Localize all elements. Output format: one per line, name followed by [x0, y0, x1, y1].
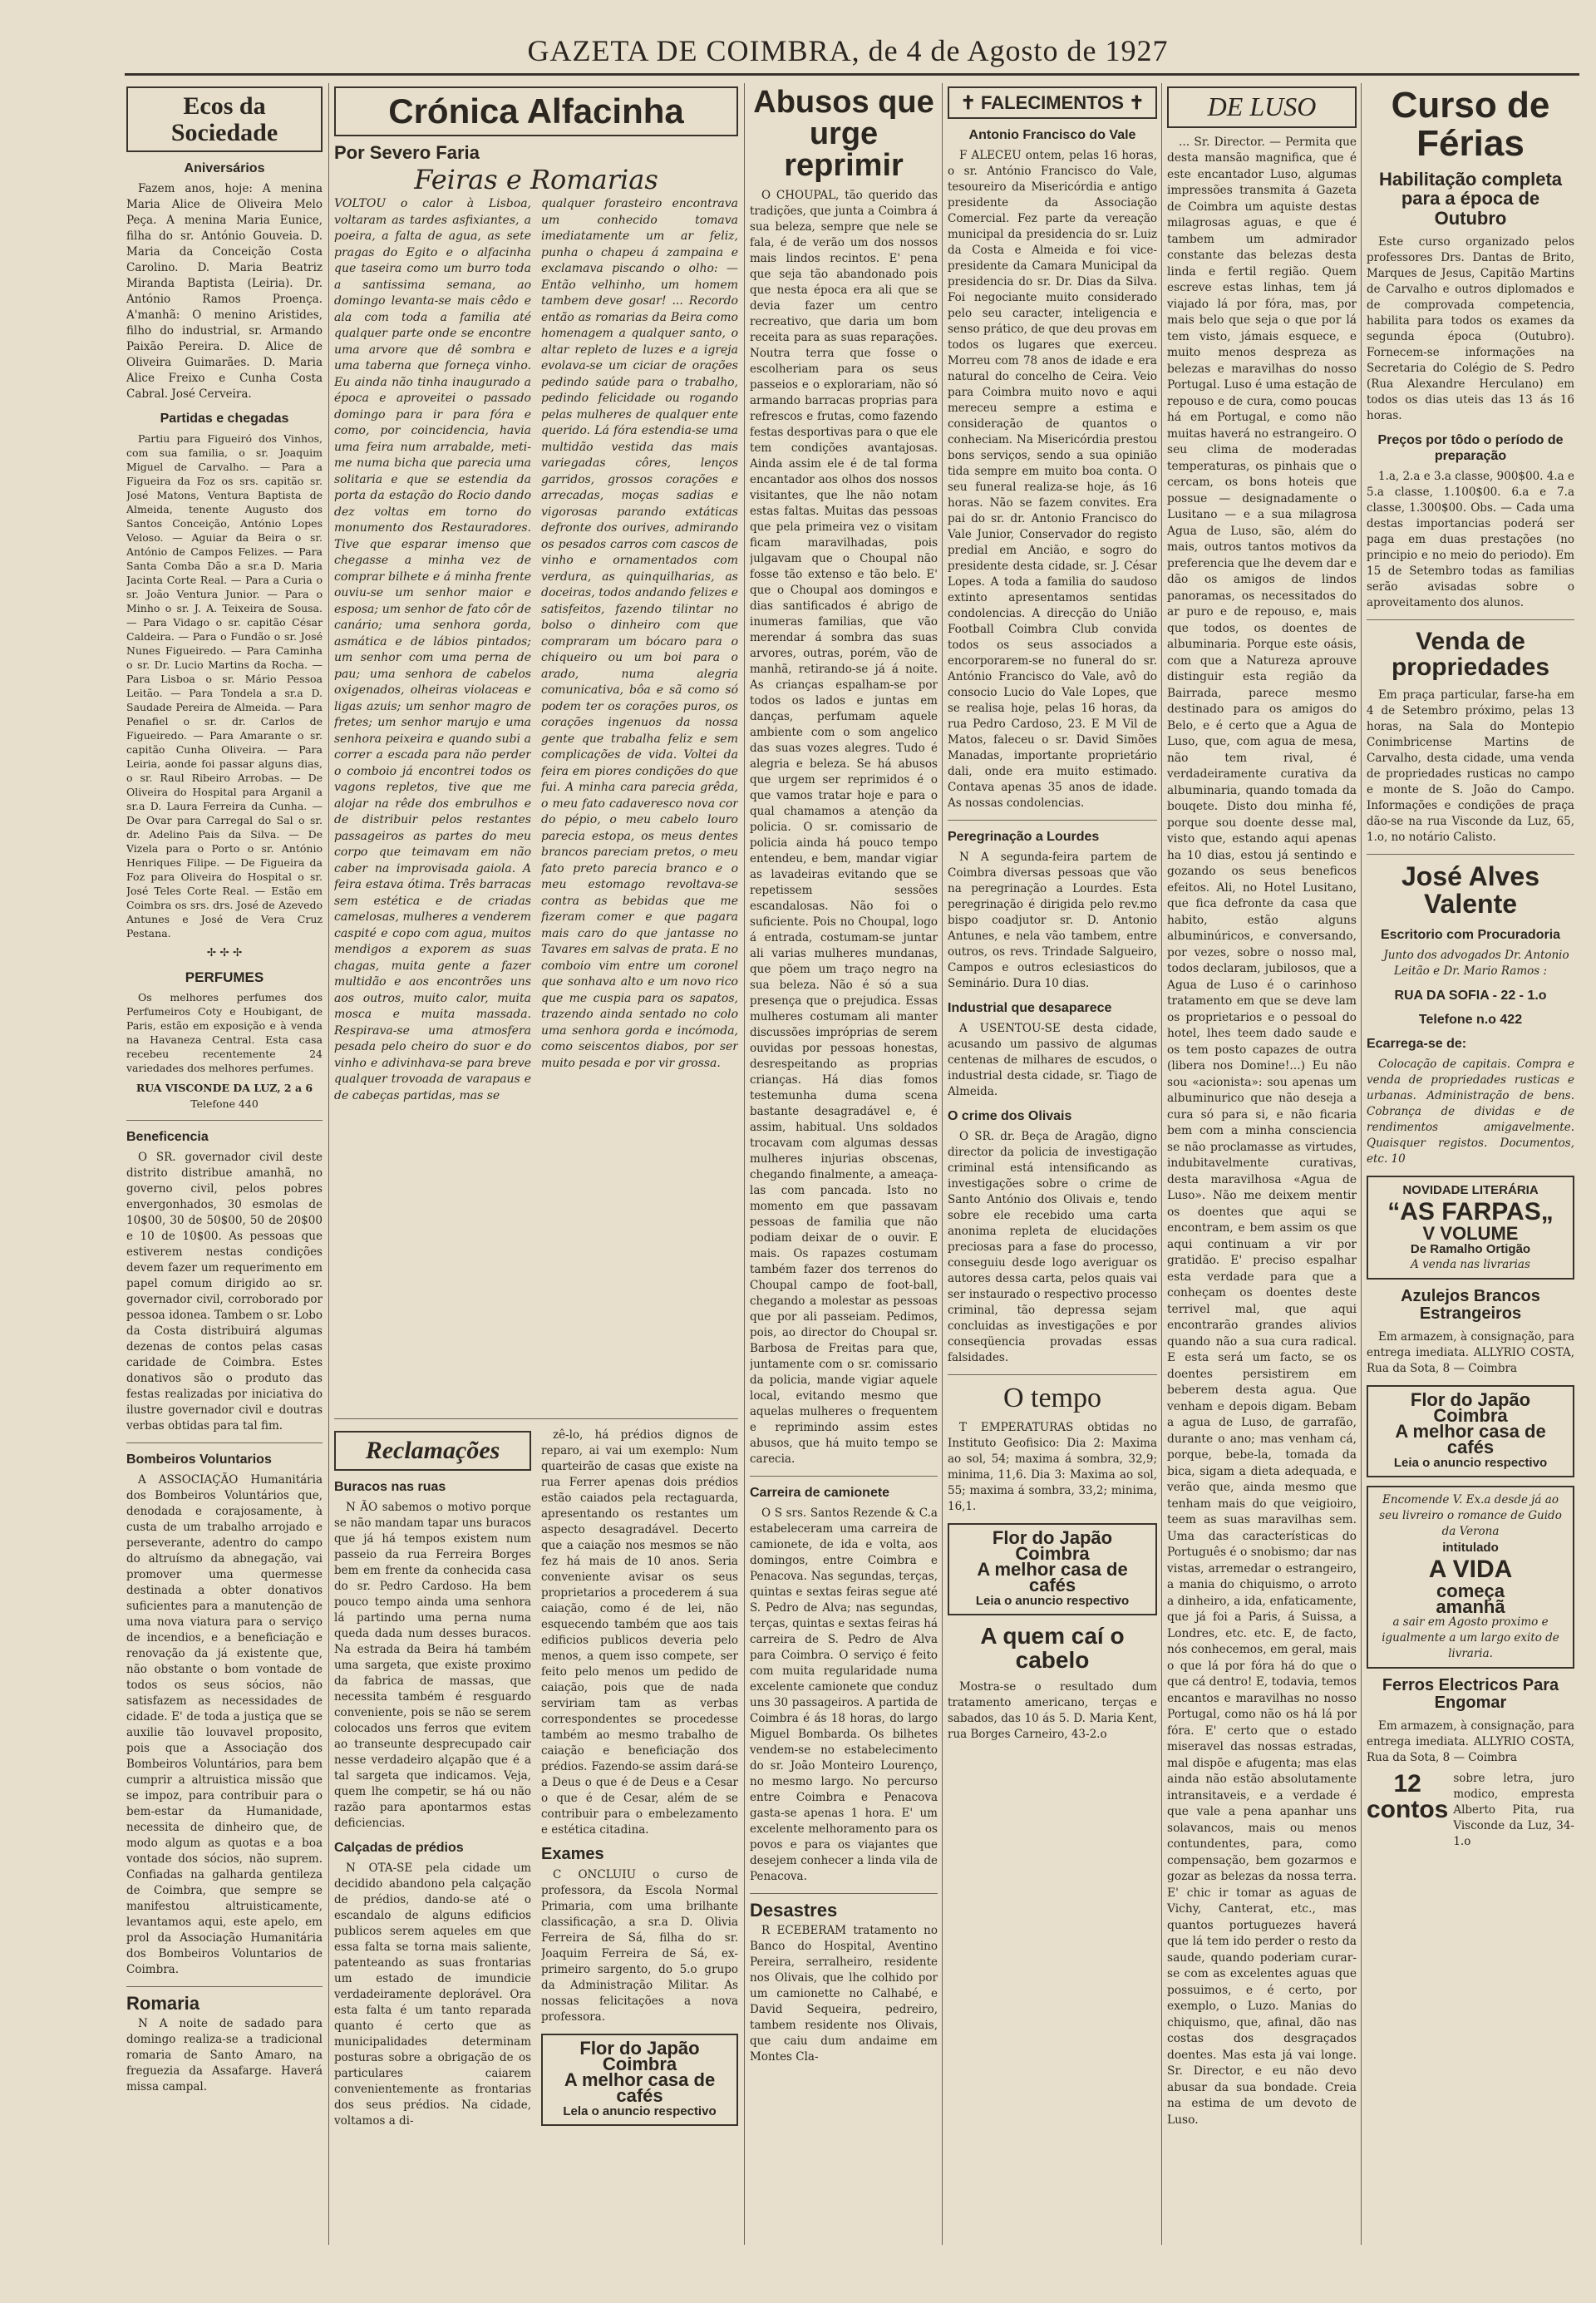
column-rule — [328, 83, 329, 2245]
farpas-author: De Ramalho Ortigão — [1410, 1241, 1531, 1256]
article-body — [334, 196, 738, 1410]
subhead-aniversarios: Aniversários — [184, 161, 265, 175]
masthead-rule — [125, 73, 1579, 76]
farpas-top: NOVIDADE LITERÁRIA — [1402, 1182, 1539, 1197]
subtitle: Feiras e Romarias — [414, 164, 658, 196]
subhead-carreira: Carreira de camionete — [750, 1486, 890, 1500]
beneficencia-text: O SR. governador civil deste distrito distribue amanhã, no governo civil, pelos pobres envergonhados, 30 esmolas de 10$00, 30 de 50$00, 50 de 20$00 e 10 de 10$00. As pessoas que estiverem nestas condições devem fazer um requerimento em papel comum dirigido ao sr. governador civil, corroborado por pessoa idonea. Tambem o sr. Lobo da Costa distribuirá algumas dezenas de contos pelas casas caridade de Coimbra. Estes donativos são o produto das festas realizadas por iniciativa do ilustre governador civil e doutras verbas obtidas para tal fim. — [126, 1151, 323, 1433]
subhead-exames: Exames — [541, 1845, 604, 1864]
column-falecimentos — [948, 83, 1157, 2278]
subhead-partidas: Partidas e chegadas — [160, 412, 289, 426]
contos-title: 12 contos — [1367, 1769, 1449, 1824]
calcadas-text: N OTA-SE pela cidade um decidido abandono pela calçação de prédios, dando-se até o escandalo de alguns edificios publicos serem aqueles em que essa falta se torna mais saliente, patenteando as suas frontarias um estado de imundicie verdadeiramente deplorável. Ora esta falta é um tanto reparada quanto é certo que as municipalidades determinam posturas sobre a obrigação de os particulares caiarem convenientemente as frontarias dos seus prédios. Na cidade, voltamos a di- — [334, 1861, 531, 2128]
ad-a-vida — [1367, 1486, 1574, 1669]
venda-title: Venda de propriedades — [1391, 627, 1550, 682]
perfumes-address: RUA VISCONDE DA LUZ, 2 a 6 — [135, 1082, 313, 1094]
encarrega-head: Ecarrega-se de: — [1367, 1036, 1467, 1051]
column-rule — [1161, 83, 1162, 2245]
contos-ad — [1367, 1771, 1574, 1855]
column-anuncios — [1367, 83, 1574, 2278]
bombeiros-text: A ASSOCIAÇÃO Humanitária dos Bombeiros Voluntários que, denodada e corajosamente, à custa de um trabalho arrojado e perseverante, adentro do campo do altruísmo da abnegação, vai promover uma quermesse destinada a obter donativos suficientes para a manutenção de uma nova viatura para o serviço de incendios, e a beneficiação e renovação da já existente que, não obstante o bom vontade de todos os seus sócios, não satisfazem as necessidades de cidade. E' de toda a justiça que se auxilie tão louvavel proposito, pois que a Associação dos Bombeiros Voluntários, para bem cumprir a altruistica missão que se impoz, para contribuir para o bem-estar da Humanidade, necessita de dinheiro que, de modo algum as quotas e a boa vontade dos sócios, não suprem. Confiadas na galharda gentileza de Coimbra, que sempre se manifestou altruisticamente, levantamos aqui, este apelo, em prol da Associação Humanitária dos Bombeiros Voluntarios de Coimbra. — [126, 1473, 323, 1976]
ad-note: Lela o anuncio respectivo — [563, 2104, 717, 2119]
azulejos-title: Azulejos Brancos Estrangeiros — [1401, 1286, 1540, 1323]
column-ecos-da-sociedade: Ecos da Sociedade Aniversários Fazem anos, hoje: A menina Maria Alice de Oliveira Melo Peça. A menina Maria Eunice, filha do sr. António Gouveia. D. Maria da Conceição Costa Carolino. D. Maria Beatriz Miranda Baptista (Leiria). Dr. António Ramos Proença. A'manhã: O menino Aristides, filho do industrial, sr. Armando Paixão Pereira. D. Alice de Oliveira Guimarães. D. Maria Alice Freixo e Cunha Costa Cabral. José Cerveira. Partidas e chegadas Partiu para Figueiró dos Vinhos, com sua familia, o sr. Joaquim Miguel de Carvalho. — Para a Figueira da Foz os srs. capitão sr. José Matons, Ventura Baptista de Almeida, tenente Augusto dos Santos Conceição, António Lopes Veloso. — Aguiar da Beira o sr. António de Campos Felizes. — Para Santa Comba Dão a sr.a D. Maria Jacinta Corte Real. — Para a Curia o sr. João Ventura Junior. — Para o Minho o sr. J. A. Teixeira de Sousa. — Para Vidago o sr. capitão César Caldeira. — Para o Fundão o sr. José Nunes Figueiredo. — Para Caminha o sr. Dr. Lucio Martins da Rocha. — Para Lisboa o sr. Mário Pessoa Leitão. — Para Tondela a sr.a D. Saudade Pereira de Almeida. — Para Penafiel o sr. dr. Carlos de Figueiredo. — Para Amarante o sr. capitão Cunha Oliveira. — Para Leiria, aonde foi passar alguns dias, o sr. Raul Ribeiro Arrobas. — De Oliveira do Hospital para Arganil a sr.a D. Laura Ferreira da Cunha. — De Ovar para Carregal do Sal o sr. dr. Adelino Pais da Silva. — De Vizela para o Porto o sr. António Henriques Filipe. — De Figueira da Foz para Oliveira do Hospital o sr. José Teles Corte Real. — Estão em Coimbra os srs. drs. José de Azevedo Antunes e José de Vera Cruz Pestana. ✢ ✢ ✢ PERFUMES Os melhores perfumes dos Perfumeiros Coty e Houbigant, de Paris, estão em exposição e à venda na Havaneza Central. Esta casa recebeu recentemente 24 variedades dos melhores perfumes. RUA VISCONDE DA LUZ, 2 a 6 Telefone 440 Beneficencia O SR. governador civil deste distrito distribue amanhã, no governo civil, pelos pobres envergonhados, 30 esmolas de 10$00, 30 de 50$00, 50 de 20$00 e 10 de 10$00. As pessoas que estiverem nestas condições devem fazer um requerimento em papel comum dirigido ao sr. governador civil, corroborado por pessoa idonea. Tambem o sr. Lobo da Costa distribuirá algumas dezenas de contos pelas casas caridade de Coimbra. Estes donativos são o produto das festas realizadas por iniciativa do ilustre governador civil e doutras verbas obtidas para tal fim. Bombeiros Voluntarios A ASSOCIAÇÃO Humanitária dos Bombeiros Voluntários que, denodada e corajosamente, à custa de um trabalho arrojado e perseverante, adentro do campo do altruísmo da abnegação, vai promover uma quermesse destinada a obter donativos suficientes para a manutenção de uma nova viatura para o serviço de incendios, e a beneficiação e renovação da já existente que, não obstante o bom vontade de todos os seus sócios, não satisfazem as necessidades de cidade. E' de toda a justiça que se auxilie tão louvavel proposito, pois que a Associação dos Bombeiros Voluntários, para bem cumprir a altruistica missão que se impoz, para contribuir para o bem-estar da Humanidade, necessita de dinheiro que, de modo algum as quotas e a boa vontade dos sócios, não suprem. Confiadas na galharda gentileza de Coimbra, que sempre se manifestou altruisticamente, levantamos aqui, este apelo, em prol da Associação Humanitária dos Bombeiros Voluntarios de Coimbra. Romaria N A noite de sadado para domingo realiza-se a tradicional romaria de Santo Amaro, na freguezia da Assafarge. Haverá missa campal. — [126, 83, 323, 2278]
valente-address: RUA DA SOFIA - 22 - 1.o — [1394, 988, 1547, 1003]
ad-city: Coimbra — [602, 2054, 677, 2075]
ad-flor-do-japao — [948, 1523, 1157, 1615]
perfumes-text: Os melhores perfumes dos Perfumeiros Coty e Houbigant, de Paris, estão em exposição e à venda na Havaneza Central. Esta casa recebeu recentemente 24 variedades dos melhores perfumes. — [126, 991, 323, 1074]
precos-text: 1.a, 2.a e 3.a classe, 900$00. 4.a e 5.a classe, 1.100$00. 6.a e 7.a classe, 1.300$00. Obs. — Cada uma destas importancias poderá ser paga em duas prestações (no principio e no meio do periodo). Em 15 de Setembro todas as familias serão avisadas sobre o aproveitamento dos alunos. — [1367, 469, 1574, 609]
vida-intro: Encomende V. Ex.a desde já ao seu livreiro o romance de Guido da Verona — [1379, 1492, 1562, 1538]
buracos-text: N ÃO sabemos o motivo porque se não mandam tapar uns buracos que já há tempos existem num passeio da rua Ferreira Borges bem em frente da conhecida casa do sr. Pedro Cardoso. Ha bem pouco tempo ainda uma senhora lá partindo uma perna numa queda dada num desses buracos. Na estrada da Beira há também uma sargeta, que existe proximo da fabrica de massas, que necessita também é resguardo conveniente, pois se não se serem colocados uns ferros que evitem ao transeunte desprecupado cair nesse verdadeiro alçapão que é a tal sargeta que indicamos. Veja, quem lhe competir, se há ou não razão para apontarmos estas deficiencias. — [334, 1500, 531, 1830]
article-left-column: VOLTOU o calor à Lisboa, voltaram as tardes asfixiantes, a poeira, a falta de agua, as sete pragas do Egito e o alfacinha que taseira como um burro toda a santissima semana, ao domingo levanta-se mais cêdo e ala com toda a familia até qualquer parte onde se encontre uma arvore que dê sombra e uma taberna que forneça vinho. Eu ainda não tinha inaugurado a época e aproveitei o passado domingo para ir para fóra e como, por coincidencia, havia uma feira num arrabalde, meti-me numa bicha que parecia uma solitaria e que se estendia da porta da estação do Rocio dando dez voltas em torno do monumento dos Restauradores. Tive que esparar imenso que chegasse a minha vez de comprar bilhete e á minha frente ouviu-se um senhor maior e esposa; um senhor de fato côr de canário; uma senhora gorda, asmática e de lábios pintados; um senhor com uma perna de pau; uma senhora de cabelos oxigenados, olheiras violaceas e ligas azuis; um senhor magro de fretes; um senhor marujo e uma senhora peixeira e quando subi a correr a escada para não perder o comboio já encontrei todos os vagons repletos, tive que me alojar na rêde dos embrulhos e de distribuir pelos restantes passageiros as partes do meu corpo que teimavam em não caber na improvisada gaiola. A feira estava ótima. Três barracas sem estética e de criadas camelosas, mulheres a venderem caspité e copo com agua, muitos mendigos a exporem as suas chagas, muita gente a fazer multidão e aos encontrões uns aos outros, muito calor, muita mosca e muita massada. Respirava-se uma atmosfera pesada pelo cheiro do suor e do vinho e adivinhava-se para breve qualquer trovoada de varapaus e de cabeças partidas, mas se — [334, 197, 531, 1102]
partidas-text: Partiu para Figueiró dos Vinhos, com sua familia, o sr. Joaquim Miguel de Carvalho. — Para a Figueira da Foz os srs. capitão sr. José Matons, Ventura Baptista de Almeida, tenente Augusto dos Santos Conceição, António Lopes Veloso. — Aguiar da Beira o sr. António de Campos Felizes. — Para Santa Comba Dão a sr.a D. Maria Jacinta Corte Real. — Para a Curia o sr. João Ventura Junior. — Para o Minho o sr. J. A. Teixeira de Sousa. — Para Vidago o sr. capitão César Caldeira. — Para o Fundão o sr. José Nunes Figueiredo. — Para Caminha o sr. Dr. Lucio Martins da Rocha. — Para Lisboa o sr. Mário Pessoa Leitão. — Para Tondela a sr.a D. Saudade Pereira de Almeida. — Para Penafiel o sr. dr. Carlos de Figueiredo. — Para Amarante o sr. capitão Cunha Oliveira. — Para Leiria, aonde foi passar alguns dias, o sr. Raul Ribeiro Arrobas. — De Oliveira do Hospital para Arganil a sr.a D. Laura Ferreira da Cunha. — De Ovar para Carregal do Sal o sr. dr. Adelino Pais da Silva. — De Vizela para o Porto o sr. António Henriques Filipe. — De Figueira da Foz para Oliveira do Hospital o sr. José Teles Corte Real. — Estão em Coimbra os srs. drs. José de Azevedo Antunes e José de Vera Cruz Pestana. — [126, 432, 323, 939]
vida-intitulado: intitulado — [1442, 1540, 1499, 1555]
cabelo-text: Mostra-se o resultado dum tratamento americano, terças e sabados, das 10 ás 5. D. Maria Kent, rua Borges Carneiro, 43-2.o — [948, 1679, 1157, 1741]
subhead-industrial: Industrial que desaparece — [948, 1001, 1112, 1016]
romaria-text: N A noite de sadado para domingo realiza-se a tradicional romaria de Santo Amaro, na freguezia da Assafarge. Haverá missa campal. — [126, 2017, 323, 2093]
carreira-text: O S srs. Santos Rezende & C.a estabeleceram uma carreira de camionete, de ida e volta, aos domingos, entre Coimbra e Penacova. Nas segundas, terças, quintas e sextas feiras segue até S. Pedro de Alva; nas segundas, terças, quintas e sextas feiras há carreira de S. Pedro de Alva para Coimbra. O serviço é feito com muita regularidade numa excelente camionete que conduz uns 30 passageiros. A partida de Coimbra é ás 18 horas, do largo Miguel Bombarda. Os bilhetes vendem-se no estabelecimento do sr. João Monteiro Lourenço, no mesmo largo. No percurso entre Coimbra e Penacova gasta-se apenas 1 hora. E' um excelente melhoramento para os povos e para os viajantes que desejem conhecer a linda vila de Penacova. — [750, 1507, 938, 1883]
desastres-text: R ECEBERAM tratamento no Banco do Hospital, Aventino Pereira, serralheiro, residente nos Olivais, que lhe colhido por um camionette no Calhabé, e David Sequeira, pedreiro, tambem residente nos Olivais, que caiu dum andaime em Montes Cla- — [750, 1924, 938, 2064]
tempo-text: T EMPERATURAS obtidas no Instituto Geofisico: Dia 2: Maxima ao sol, 54; maxima á sombra, 32,9; minima, 11,6. Dia 3: Maxima ao sol, 55; maxima á sombra, 33,2; minima, 16,1. — [948, 1420, 1157, 1513]
ad-as-farpas — [1367, 1176, 1574, 1280]
ad-note: Leia o anuncio respectivo — [1393, 1455, 1548, 1470]
reclamacoes-block — [334, 1428, 531, 2134]
lower-section — [334, 1428, 738, 2134]
reclamacoes-continuation — [541, 1428, 738, 2134]
subhead-calcadas: Calçadas de prédios — [334, 1840, 464, 1855]
subhead-buracos: Buracos nas ruas — [334, 1479, 446, 1494]
valente-title: José Alves Valente — [1401, 861, 1540, 920]
ferros-text: Em armazem, à consignação, para entrega imediata. ALLYRIO COSTA, Rua da Sota, 8 — Coimbra — [1367, 1719, 1574, 1764]
subhead-bombeiros: Bombeiros Voluntarios — [126, 1452, 272, 1467]
curso-text: Este curso organizado pelos professores Drs. Dantas de Brito, Marques de Jesus, Capitão Martins de Carvalho e outros diplomados e de comprovada competencia, habilita para todos os exames da segunda época (Outubro). Fornecem-se informações na Secretaria do Colégio de S. Pedro (Rua Alexandre Herculano) em todos os dias uteis das 13 ás 16 horas. — [1367, 234, 1574, 422]
vale-text: F ALECEU ontem, pelas 16 horas, o sr. António Francisco do Vale, tesoureiro da Misericórdia e antigo presidente da Associação Comercial. Fez parte da vereação municipal da presidencia do sr. Luiz da Costa e Almeida e foi vice-presidente da Camara Municipal da presidencia do sr. Dr. Dias da Silva. Foi negociante muito considerado pelo seu caracter, inteligencia e senso prático, de que deu provas em todos os lugares que exerceu. Morreu com 78 anos de idade e era natural do concelho de Ceira. Veio para Coimbra muito novo e aqui mereceu sempre a estima e consideração de quantos o conheciam. Na Misericórdia prestou bons serviços, sendo a sua opinião tida sempre em muito boa conta. O seu funeral realiza-se hoje, ás 16 horas. Não se fazem convites. Era pai do sr. dr. Antonio Francisco do Vale Junior, Conservador do registo predial em Ancião, e sogro do presidente desta cidade, sr. J. César Lopes. A toda a familia do saudoso extinto apresentamos sentidas condolencias. A direcção do União Football Coimbra Club convida todos os seus associados a encorporarem-se no funeral do sr. António Francisco do Vale, avô do consocio Lucio do Vale Lopes, que se realisa hoje, pelas 16 horas, da rua Pedro Cardoso, 23. E M Vil de Matos, faleceu o sr. David Simões Manadas, importante proprietário dali, onde era muito estimado. Contava apenas 35 anos de idade. As nossas condolencias. — [948, 149, 1157, 811]
column-rule — [942, 83, 943, 2245]
vida-outro: a sair em Agosto proximo e igualmente a um largo exito de livraria. — [1382, 1615, 1559, 1660]
subhead-peregrinacao: Peregrinação a Lourdes — [948, 830, 1100, 845]
column-rule — [744, 83, 745, 2245]
cabelo-title: A quem caí o cabelo — [980, 1622, 1125, 1674]
falecimentos-title: FALECIMENTOS — [981, 92, 1124, 113]
exames-text: C ONCLUIU o curso de professora, da Escola Normal Primaria, com uma brilhante classificação, a sr.a D. Olivia Ferreira de Sá, filha do sr. Joaquim Ferreira de Sá, ex-primeiro sargento, do 5.o grupo da Administração Militar. As nossas felicitações a nova professora. — [541, 1868, 738, 2024]
subhead-crime: O crime dos Olivais — [948, 1109, 1072, 1124]
valente-text: Junto dos advogados Dr. Antonio Leitão e Dr. Mario Ramos : — [1383, 948, 1569, 978]
subhead-romaria: Romaria — [126, 1993, 200, 2014]
peregrinacao-text: N A segunda-feira partem de Coimbra diversas pessoas que vão na peregrinação a Lourdes. Esta peregrinação é dirigida pelo rev.mo bispo coadjutor sr. D. Antonio Antunes, e nela vão tambem, entre outros, os revs. Trindade Salgueiro, Campos e outros eclesiasticos do Seminário. Dura 10 dias. — [948, 851, 1157, 991]
perfumes-head: PERFUMES — [185, 969, 264, 985]
ad-flor-do-japao — [1367, 1385, 1574, 1477]
vida-comeca: começa — [1436, 1580, 1505, 1601]
ad-title: Flor do Japão — [992, 1526, 1113, 1548]
middle-text: zê-lo, há prédios dignos de reparo, ai vai um exemplo: Num quarteirão de casas que existe na rua Ferrer apenas dois prédios estão caiados pela rectaguarda, apresentando os restantes um aspecto desagradável. Decerto que a caiação nos mesmos se não fez há mais de 10 anos. Seria conveniente avisar os seus proprietarios a procederem á sua caiação, como é de lei, não esquecendo também que aos tais edificios publicos deveria pelo menos, a quem isso compete, ser feito pelo menos um pedido de caiação, pois que de nada serviriam tam as verbas correspondentes se procedesse também ao mesmo trabalho de caiação e beneficiação dos prédios. Fazendo-se assim dará-se a Deus o que é de Deus e a Cesar o que é de Cesar, além de se contribuir para o embelezamento e estética citadina. — [541, 1428, 738, 1837]
ad-city: Coimbra — [1433, 1404, 1508, 1426]
valente-subtitle: Escritorio com Procuradoria — [1380, 927, 1561, 942]
contos-text: sobre letra, juro modico, empresta Alberto Pita, rua Visconde da Luz, 34-1.o — [1453, 1771, 1574, 1848]
farpas-title: “AS FARPAS„ — [1387, 1197, 1554, 1225]
perfumes-telefone: Telefone 440 — [190, 1097, 259, 1110]
column-de-luso — [1167, 83, 1357, 2278]
ad-title: Flor do Japão — [1410, 1388, 1531, 1410]
curso-subtitle: Habilitação completa para a época de Outubro — [1378, 169, 1563, 229]
column-rule — [1361, 83, 1362, 2245]
section-title: Abusos que urge reprimir — [753, 85, 934, 183]
luso-text: ... Sr. Director. — Permita que desta mansão magnifica, que é este encantador Luso, algumas impressões transmita á Gazeta de Coimbra um aquiste destas milagrosas aguas, e que é tambem um admirador constante das belezas desta linda e fertil região. Quem escreve estas linhas, tem já viajado lá por fóra, mas, por mais belo que seja o que por lá tem visto, jámais esquece, e muito menos despreza as belezas e maravilhas do nosso Portugal. Luso é uma estação de repouso e de cura, como poucas há em Portugal, e como não muitas haverá no estrangeiro. O seu clima de moderadas temperaturas, os pinhais que o cercam, os bons hoteis que possue — designadamente o Lusitano — e a sua milagrosa Agua de Luso, são, além do mais, outros tantos motivos da preferencia que lhe devem dar e dão os amigos de lindos panoramas, os necessitados do ar puro e de repouso, e, mais que todos, os doentes de albuminaria. Porque este oásis, com que a Natureza aprouve distinguir esta região da Bairrada, parece mesmo destinado para os amigos do Belo, e é certo que a Agua de Luso, que, com agua de mesa, não tem rival, é verdadeiramente curativa da albuminaria, quando tomada da bouqete. Disto dou minha fé, porque sou doente desse mal, visto que, estando aqui apenas ha 10 dias, estou já sentindo e gozando os seus beneficos efeitos. Ali, no Hotel Lusitano, que fica defronte da casa que habito, estão alguns albuminúricos, e conversando, por vezes, sobre o nosso mal, todos declaram, jubilosos, que a Agua de Luso é o carinhoso tratamento em que se deve lam os proprietarios e o pessoal do hotel, lhes teem dado saude e os tem posto capazes de outra (libera nos Domine!...) Eu não sou «acionista»: sou apenas um albuminurico que não deseja a cura só para si, e não ficaria bem com a minha consciencia se não proclamasse as virtudes, indubitavelmente curativas, desta maravilhosa «Agua de Luso». Não me deixem mentir os doentes que aqui se encontram, e bem assim os que aqui continuam a vir por gratidão. E' preciso espalhar esta verdade para que a conheçam os doentes deste terrivel mal, que aqui encontrarão grandes alivios quando não a sua cura radical. E esta será um facto, se os doentes persistirem em beberem desta agua. Que venham e depois digam. Bebam a agua de Luso, de garrafão, durante o ano; mas venham cá, porque, bebe-la, tomada da bica, sigam a dieta adequada, e verão que, ainda mesmo que tenham mais do que veigioiro, teem as suas maravilhas sem. Uma das características do Português é o snobismo; dar nas vistas, arremedar o estrangeiro, a mania do chiquismo, o arroto a dinheiro, a ida, enfaticamente, que já foi a Paris, á Suissa, a Londres, etc. etc. E, de facto, nós conhecemos, em geral, mais o que lá por fóra há do que o que cá dentro! E, todavia, temos encantos e maravilhas no nosso Portugal, como não os há lá por fóra. E' certo que o estado miseravel das nossas estradas, mal dispõe e afugenta; mas elas ainda não estão absolutamente intransitaveis, e a verdade é que vale a pena apanhar uns solavancos, mais ou menos contundentes, para, como compensação, bem gozarmos e gozar as belezas da nossa terra. E' chic ir tomar as aguas de Vichy, Canterat, etc., mas quantos portuguezes haverá que lá tem ido perder o resto da saude, quando poderiam curar-se com as excelentes aguas que possuimos, e é certo, por exemplo, o Luzo. Manias do chiquismo, que, afinal, dão nas costas dos desgraçados doentes. Mas esta já vai longe. Sr. Director, e eu não devo abusar da sua bondade. Creia na estima de um devoto de Luso. — [1167, 135, 1357, 2127]
ferros-title: Ferros Electricos Para Engomar — [1382, 1675, 1559, 1712]
farpas-sale: A venda nas livrarias — [1411, 1257, 1530, 1271]
column-cronica — [334, 83, 738, 2278]
masthead: GAZETA DE COIMBRA, de 4 de Agosto de 1927 — [527, 34, 1169, 67]
abusos-text: O CHOUPAL, tão querido das tradições, que junta a Coimbra á sua beleza, sempre que nele se fala, é de verão um dos nossos mais lindos recintos. E' pena que seja tão abandonado pois que nesta época era ali que se devia fazer um centro recreativo, que daria um bom receita para as suas reparações. Noutra terra que fosse o escolheriam para os seus passeios e o explorariam, não só armando barracas proprias para refrescos e frutas, como fazendo festas desportivas para o que ele tem condições avantajosas. Ainda assim ele é de tal forma encantador aos olhos dos nossos visitantes, que lhe não notam estas faltas. Muitas das pessoas que pela primeira vez o visitam ficam maravilhadas, pois julgavam que o Choupal não fosse tão extenso e tão belo. E' que o Choupal aos domingos e dias santificados é abrigo de inumeras familias, que vão merendar á sombra das suas arvores, outras, porém, vão de manhã, retirando-se já á noite. As crianças espalham-se por todos os lados e juntas em danças, perfumam aquele ambiente com o som angelico das suas vozes alegres. Tudo é alegria e beleza. Se há abusos que urgem ser reprimidos é o que vamos tratar hoje e para o qual chamamos a atenção da policia. O sr. comissario de policia ainda há pouco tempo entendeu, e bem, mandar vigiar as lavadeiras evitando que se repetissem sessões escandalosas. Não foi o suficiente. Pois no Choupal, logo á entrada, costumam-se juntar ali varias mulheres mundanas, que põem um traço negro na sua beleza. Não é só a sua presença que o prejudica. Essas mulheres costumam ali manter discussões impróprias de serem ouvidas por pessoas honestas, desrespeitando as proprias crianças. Há dias fomos testemunha duma scena bastante desagradável e, é assim, habitual. Uns soldados trocavam com algumas dessas mulheres injurias obscenas, chegando finalmente, a ameaça-las com pancada. Isto no momento em que passavam pessoas de familia que não podiam deixar de o ouvir. E mais. Os rapazes costumam também fazer dos terrenos do Choupal campo de foot-ball, chegando a molestar as pessoas que por ali passeiam. Pedimos, pois, ao director do Choupal sr. Barbosa de Freitas para que, juntamente com o sr. comissario da policia, mande vigiar aquele local, evitando mesmo que aquelas mulheres o frequentem e reprimindo assim estes abusos, que há muito tempo se carecia. — [750, 189, 938, 1466]
reclamacoes-title: Reclamações — [334, 1431, 531, 1471]
venda-text: Em praça particular, farse-ha em 4 de Setembro próximo, pelas 13 horas, na Sala do Montepio Conimbricense Martins de Carvalho, desta cidade, uma venda de propriedades rusticas no campo e monte de S. João do Campo. Informações e condições de praça dão-se na rua Visconde da Luz, 65, 1.o, no notário Calisto. — [1367, 688, 1574, 844]
byline: Por Severo Faria — [334, 142, 480, 164]
ad-title: Flor do Japão — [579, 2038, 700, 2059]
curso-title: Curso de Férias — [1391, 85, 1550, 165]
subhead-desastres: Desastres — [750, 1900, 838, 1921]
subhead-beneficencia: Beneficencia — [126, 1130, 209, 1144]
crime-text: O SR. dr. Beça de Aragão, digno director da policia de investigação criminal está intensificando as investigações sobre o crime de Santo António dos Olivais e, tendo sobre ele recebido uma carta anonima repleta de elucidações preciosas para a fase do processo, conseguiu desde logo averiguar os autores dessa carta, pelos quais vai ser instaurado o respectivo processo criminal, tão depressa sejam concluidas as investigações e por conseqüencia provadas essas falsidades. — [948, 1130, 1157, 1365]
section-title: ✝ FALECIMENTOS ✝ — [948, 86, 1157, 119]
tempo-title: O tempo — [1002, 1383, 1102, 1414]
section-title: Crónica Alfacinha — [334, 86, 738, 136]
industrial-text: A USENTOU-SE desta cidade, acusando um passivo de algumas centenas de milhares de escudos, o industrial desta cidade, sr. Tiago de Almeida. — [948, 1022, 1157, 1099]
article-right-column: qualquer forasteiro encontrava um conhecido tomava imediatamente um ar feliz, punha o chapeu á zampaina e exclamava piscando o olho: — Então velhinho, um homem tambem deve gosar! ... Recordo então as romarias da Beira como homenagem a qualquer santo, o altar repleto de luzes e a igreja evolava-se um ciciar de orações pedindo saúde para o trabalho, pedindo felicidade ou rogando pelas mulheres de qualquer ente querido. Lá fóra estendia-se uma multidão vestida das mais variegadas côres, lenços garridos, grossos corações e arrecadas, moças sadias e vigorosas parando extáticas defronte dos ourives, admirando os pesados carros com cascos de vinho e ornamentados com verdura, as quinquilharias, as doceiras, todos andando felizes e satisfeitos, fazendo tilintar no bolso o dinheiro com que compraram um bócaro para o chiqueiro ou um boi para o arado, numa alegria comunicativa, bôa e sã como só podem ter os corações puros, os corações ingenuos da nossa gente que trabalha feliz e sem complicações de vida. Voltei da feira em piores condições do que fui. A minha cara parecia grêda, o meu fato cadaveresco nova cor do pépio, o meu cabelo louro parecia estopa, os meus dentes brancos pareciam pretos, o meu fato preto parecia branco e o meu estomago revoltava-se contra as bebidas que me fizeram comer e que pagara mais caro do que jantasse no Tavares em salvas de prata. E no comboio vim entre um coronel que sonhava alto e um novo rico que me cuspia para os sapatos, trazendo ainda sentado no colo uma senhora gorda e incómoda, como seiscentos diabos, por ser muito pesada e por vir grossa. — [541, 197, 738, 1070]
ad-slogan: A melhor casa de cafés — [564, 2069, 716, 2107]
section-title: DE LUSO — [1167, 86, 1357, 128]
vida-title: A VIDA — [1428, 1555, 1513, 1583]
ad-slogan: A melhor casa de cafés — [1395, 1420, 1546, 1457]
valente-telefone: Telefone n.o 422 — [1418, 1012, 1523, 1027]
section-title: Ecos da Sociedade — [126, 86, 323, 152]
subhead-vale: Antonio Francisco do Vale — [968, 128, 1136, 143]
ad-note: Leia o anuncio respectivo — [975, 1593, 1130, 1608]
ad-flor-do-japao — [541, 2034, 738, 2126]
farpas-volume: V VOLUME — [1422, 1222, 1519, 1244]
precos-head: Preços por tôdo o período de preparação — [1377, 432, 1564, 463]
column-abusos — [750, 83, 938, 2278]
ad-city: Coimbra — [1015, 1542, 1090, 1564]
ad-slogan: A melhor casa de cafés — [977, 1558, 1128, 1595]
azulejos-text: Em armazem, à consignação, para entrega imediata. ALLYRIO COSTA, Rua da Sota, 8 — Coimbra — [1367, 1329, 1574, 1375]
vida-amanha: amanhã — [1436, 1595, 1505, 1617]
encarrega-text: Colocação de capitais. Compra e venda de propriedades rusticas e urbanas. Administração de bens. Cobrança de dividas e de rendimentos amigavelmente. Quaisquer registos. Documentos, etc. 10 — [1367, 1057, 1574, 1166]
aniversarios-text: Fazem anos, hoje: A menina Maria Alice de Oliveira Melo Peça. A menina Maria Eunice, filha do sr. António Gouveia. D. Maria da Conceição Costa Carolino. D. Maria Beatriz Miranda Baptista (Leiria). Dr. António Ramos Proença. A'manhã: O menino Aristides, filho do industrial, sr. Armando Paixão Pereira. D. Alice de Oliveira Guimarães. D. Maria Alice Freixo e Cunha Costa Cabral. José Cerveira. — [126, 182, 323, 401]
